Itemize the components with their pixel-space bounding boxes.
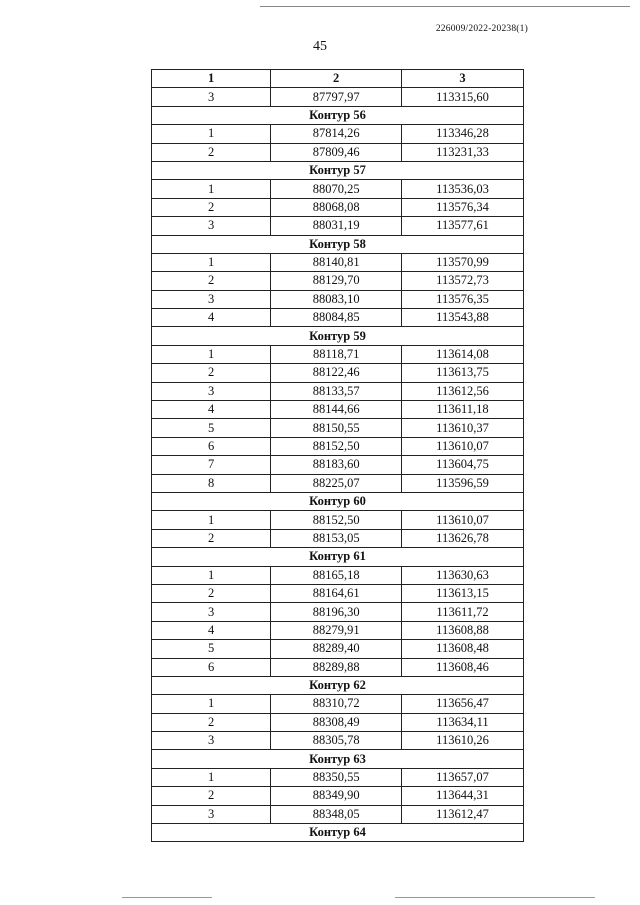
point-number: 3 [152, 88, 271, 106]
contour-label: Контур 59 [152, 327, 524, 345]
point-number: 3 [152, 805, 271, 823]
table-row [152, 695, 524, 713]
contour-heading-row [152, 548, 524, 566]
contour-heading-row [152, 327, 524, 345]
contour-label: Контур 63 [152, 750, 524, 768]
y-coordinate: 113346,28 [402, 125, 524, 143]
y-coordinate: 113610,37 [402, 419, 524, 437]
contour-heading-row [152, 235, 524, 253]
scan-mark [395, 897, 595, 898]
table-row [152, 198, 524, 216]
x-coordinate: 88083,10 [271, 290, 402, 308]
table-row [152, 658, 524, 676]
y-coordinate: 113536,03 [402, 180, 524, 198]
point-number: 2 [152, 529, 271, 547]
point-number: 7 [152, 456, 271, 474]
x-coordinate: 88183,60 [271, 456, 402, 474]
x-coordinate: 88122,46 [271, 364, 402, 382]
contour-label: Контур 58 [152, 235, 524, 253]
table-row [152, 437, 524, 455]
point-number: 2 [152, 272, 271, 290]
x-coordinate: 88133,57 [271, 382, 402, 400]
table-row [152, 511, 524, 529]
point-number: 2 [152, 198, 271, 216]
y-coordinate: 113604,75 [402, 456, 524, 474]
y-coordinate: 113570,99 [402, 253, 524, 271]
y-coordinate: 113630,63 [402, 566, 524, 584]
x-coordinate: 88196,30 [271, 603, 402, 621]
point-number: 2 [152, 584, 271, 602]
y-coordinate: 113612,56 [402, 382, 524, 400]
point-number: 6 [152, 437, 271, 455]
table-row [152, 805, 524, 823]
point-number: 1 [152, 768, 271, 786]
y-coordinate: 113613,75 [402, 364, 524, 382]
point-number: 1 [152, 345, 271, 363]
x-coordinate: 88118,71 [271, 345, 402, 363]
point-number: 2 [152, 713, 271, 731]
point-number: 2 [152, 143, 271, 161]
contour-heading-row [152, 106, 524, 124]
point-number: 1 [152, 511, 271, 529]
x-coordinate: 88070,25 [271, 180, 402, 198]
point-number: 8 [152, 474, 271, 492]
contour-heading-row [152, 492, 524, 510]
y-coordinate: 113611,72 [402, 603, 524, 621]
x-coordinate: 88349,90 [271, 787, 402, 805]
x-coordinate: 88310,72 [271, 695, 402, 713]
contour-heading-row [152, 750, 524, 768]
y-coordinate: 113644,31 [402, 787, 524, 805]
point-number: 1 [152, 695, 271, 713]
document-number: 226009/2022-20238(1) [435, 24, 528, 34]
table-row [152, 272, 524, 290]
x-coordinate: 88140,81 [271, 253, 402, 271]
y-coordinate: 113610,26 [402, 732, 524, 750]
x-coordinate: 88144,66 [271, 401, 402, 419]
point-number: 1 [152, 566, 271, 584]
x-coordinate: 88305,78 [271, 732, 402, 750]
x-coordinate: 88348,05 [271, 805, 402, 823]
point-number: 3 [152, 382, 271, 400]
contour-label: Контур 61 [152, 548, 524, 566]
point-number: 4 [152, 621, 271, 639]
x-coordinate: 88152,50 [271, 511, 402, 529]
y-coordinate: 113231,33 [402, 143, 524, 161]
y-coordinate: 113577,61 [402, 217, 524, 235]
x-coordinate: 88308,49 [271, 713, 402, 731]
point-number: 3 [152, 217, 271, 235]
y-coordinate: 113315,60 [402, 88, 524, 106]
contour-heading-row [152, 676, 524, 694]
x-coordinate: 88350,55 [271, 768, 402, 786]
y-coordinate: 113608,46 [402, 658, 524, 676]
x-coordinate: 88289,40 [271, 640, 402, 658]
y-coordinate: 113608,48 [402, 640, 524, 658]
point-number: 5 [152, 640, 271, 658]
y-coordinate: 113610,07 [402, 511, 524, 529]
x-coordinate: 88225,07 [271, 474, 402, 492]
table-row [152, 713, 524, 731]
point-number: 4 [152, 401, 271, 419]
table-row [152, 584, 524, 602]
table-row [152, 474, 524, 492]
table-row [152, 529, 524, 547]
y-coordinate: 113634,11 [402, 713, 524, 731]
page-number: 45 [313, 39, 327, 54]
x-coordinate: 88289,88 [271, 658, 402, 676]
y-coordinate: 113656,47 [402, 695, 524, 713]
x-coordinate: 88152,50 [271, 437, 402, 455]
y-coordinate: 113572,73 [402, 272, 524, 290]
table-row [152, 290, 524, 308]
point-number: 1 [152, 253, 271, 271]
table-row [152, 640, 524, 658]
table-row [152, 621, 524, 639]
x-coordinate: 88150,55 [271, 419, 402, 437]
point-number: 3 [152, 290, 271, 308]
x-coordinate: 88153,05 [271, 529, 402, 547]
table-row [152, 566, 524, 584]
scan-top-line [260, 6, 630, 7]
y-coordinate: 113613,15 [402, 584, 524, 602]
y-coordinate: 113614,08 [402, 345, 524, 363]
table-row [152, 603, 524, 621]
contour-label: Контур 57 [152, 161, 524, 179]
table-row [152, 217, 524, 235]
table-row [152, 419, 524, 437]
column-header-2: 2 [271, 70, 402, 88]
column-header-1: 1 [152, 70, 271, 88]
point-number: 4 [152, 309, 271, 327]
y-coordinate: 113610,07 [402, 437, 524, 455]
contour-label: Контур 56 [152, 106, 524, 124]
x-coordinate: 88165,18 [271, 566, 402, 584]
y-coordinate: 113543,88 [402, 309, 524, 327]
y-coordinate: 113611,18 [402, 401, 524, 419]
table-row [152, 88, 524, 106]
table-body [152, 88, 524, 842]
y-coordinate: 113596,59 [402, 474, 524, 492]
x-coordinate: 88129,70 [271, 272, 402, 290]
coordinates-table [151, 69, 524, 842]
point-number: 2 [152, 787, 271, 805]
y-coordinate: 113626,78 [402, 529, 524, 547]
y-coordinate: 113576,34 [402, 198, 524, 216]
y-coordinate: 113576,35 [402, 290, 524, 308]
column-header-3: 3 [402, 70, 524, 88]
point-number: 6 [152, 658, 271, 676]
table-header-row [152, 70, 524, 88]
x-coordinate: 88084,85 [271, 309, 402, 327]
contour-label: Контур 64 [152, 824, 524, 842]
table-row [152, 382, 524, 400]
table-row [152, 401, 524, 419]
point-number: 1 [152, 180, 271, 198]
x-coordinate: 87797,97 [271, 88, 402, 106]
contour-heading-row [152, 161, 524, 179]
x-coordinate: 87809,46 [271, 143, 402, 161]
table-row [152, 180, 524, 198]
y-coordinate: 113608,88 [402, 621, 524, 639]
contour-label: Контур 60 [152, 492, 524, 510]
table-row [152, 732, 524, 750]
table-row [152, 253, 524, 271]
table-row [152, 787, 524, 805]
table-row [152, 309, 524, 327]
x-coordinate: 88068,08 [271, 198, 402, 216]
x-coordinate: 88031,19 [271, 217, 402, 235]
contour-label: Контур 62 [152, 676, 524, 694]
table-row [152, 345, 524, 363]
scan-mark [122, 897, 212, 898]
table-row [152, 456, 524, 474]
point-number: 3 [152, 732, 271, 750]
point-number: 3 [152, 603, 271, 621]
point-number: 1 [152, 125, 271, 143]
y-coordinate: 113612,47 [402, 805, 524, 823]
table-row [152, 364, 524, 382]
x-coordinate: 87814,26 [271, 125, 402, 143]
point-number: 5 [152, 419, 271, 437]
table-row [152, 125, 524, 143]
x-coordinate: 88164,61 [271, 584, 402, 602]
table-row [152, 768, 524, 786]
contour-heading-row [152, 824, 524, 842]
x-coordinate: 88279,91 [271, 621, 402, 639]
table-row [152, 143, 524, 161]
y-coordinate: 113657,07 [402, 768, 524, 786]
point-number: 2 [152, 364, 271, 382]
